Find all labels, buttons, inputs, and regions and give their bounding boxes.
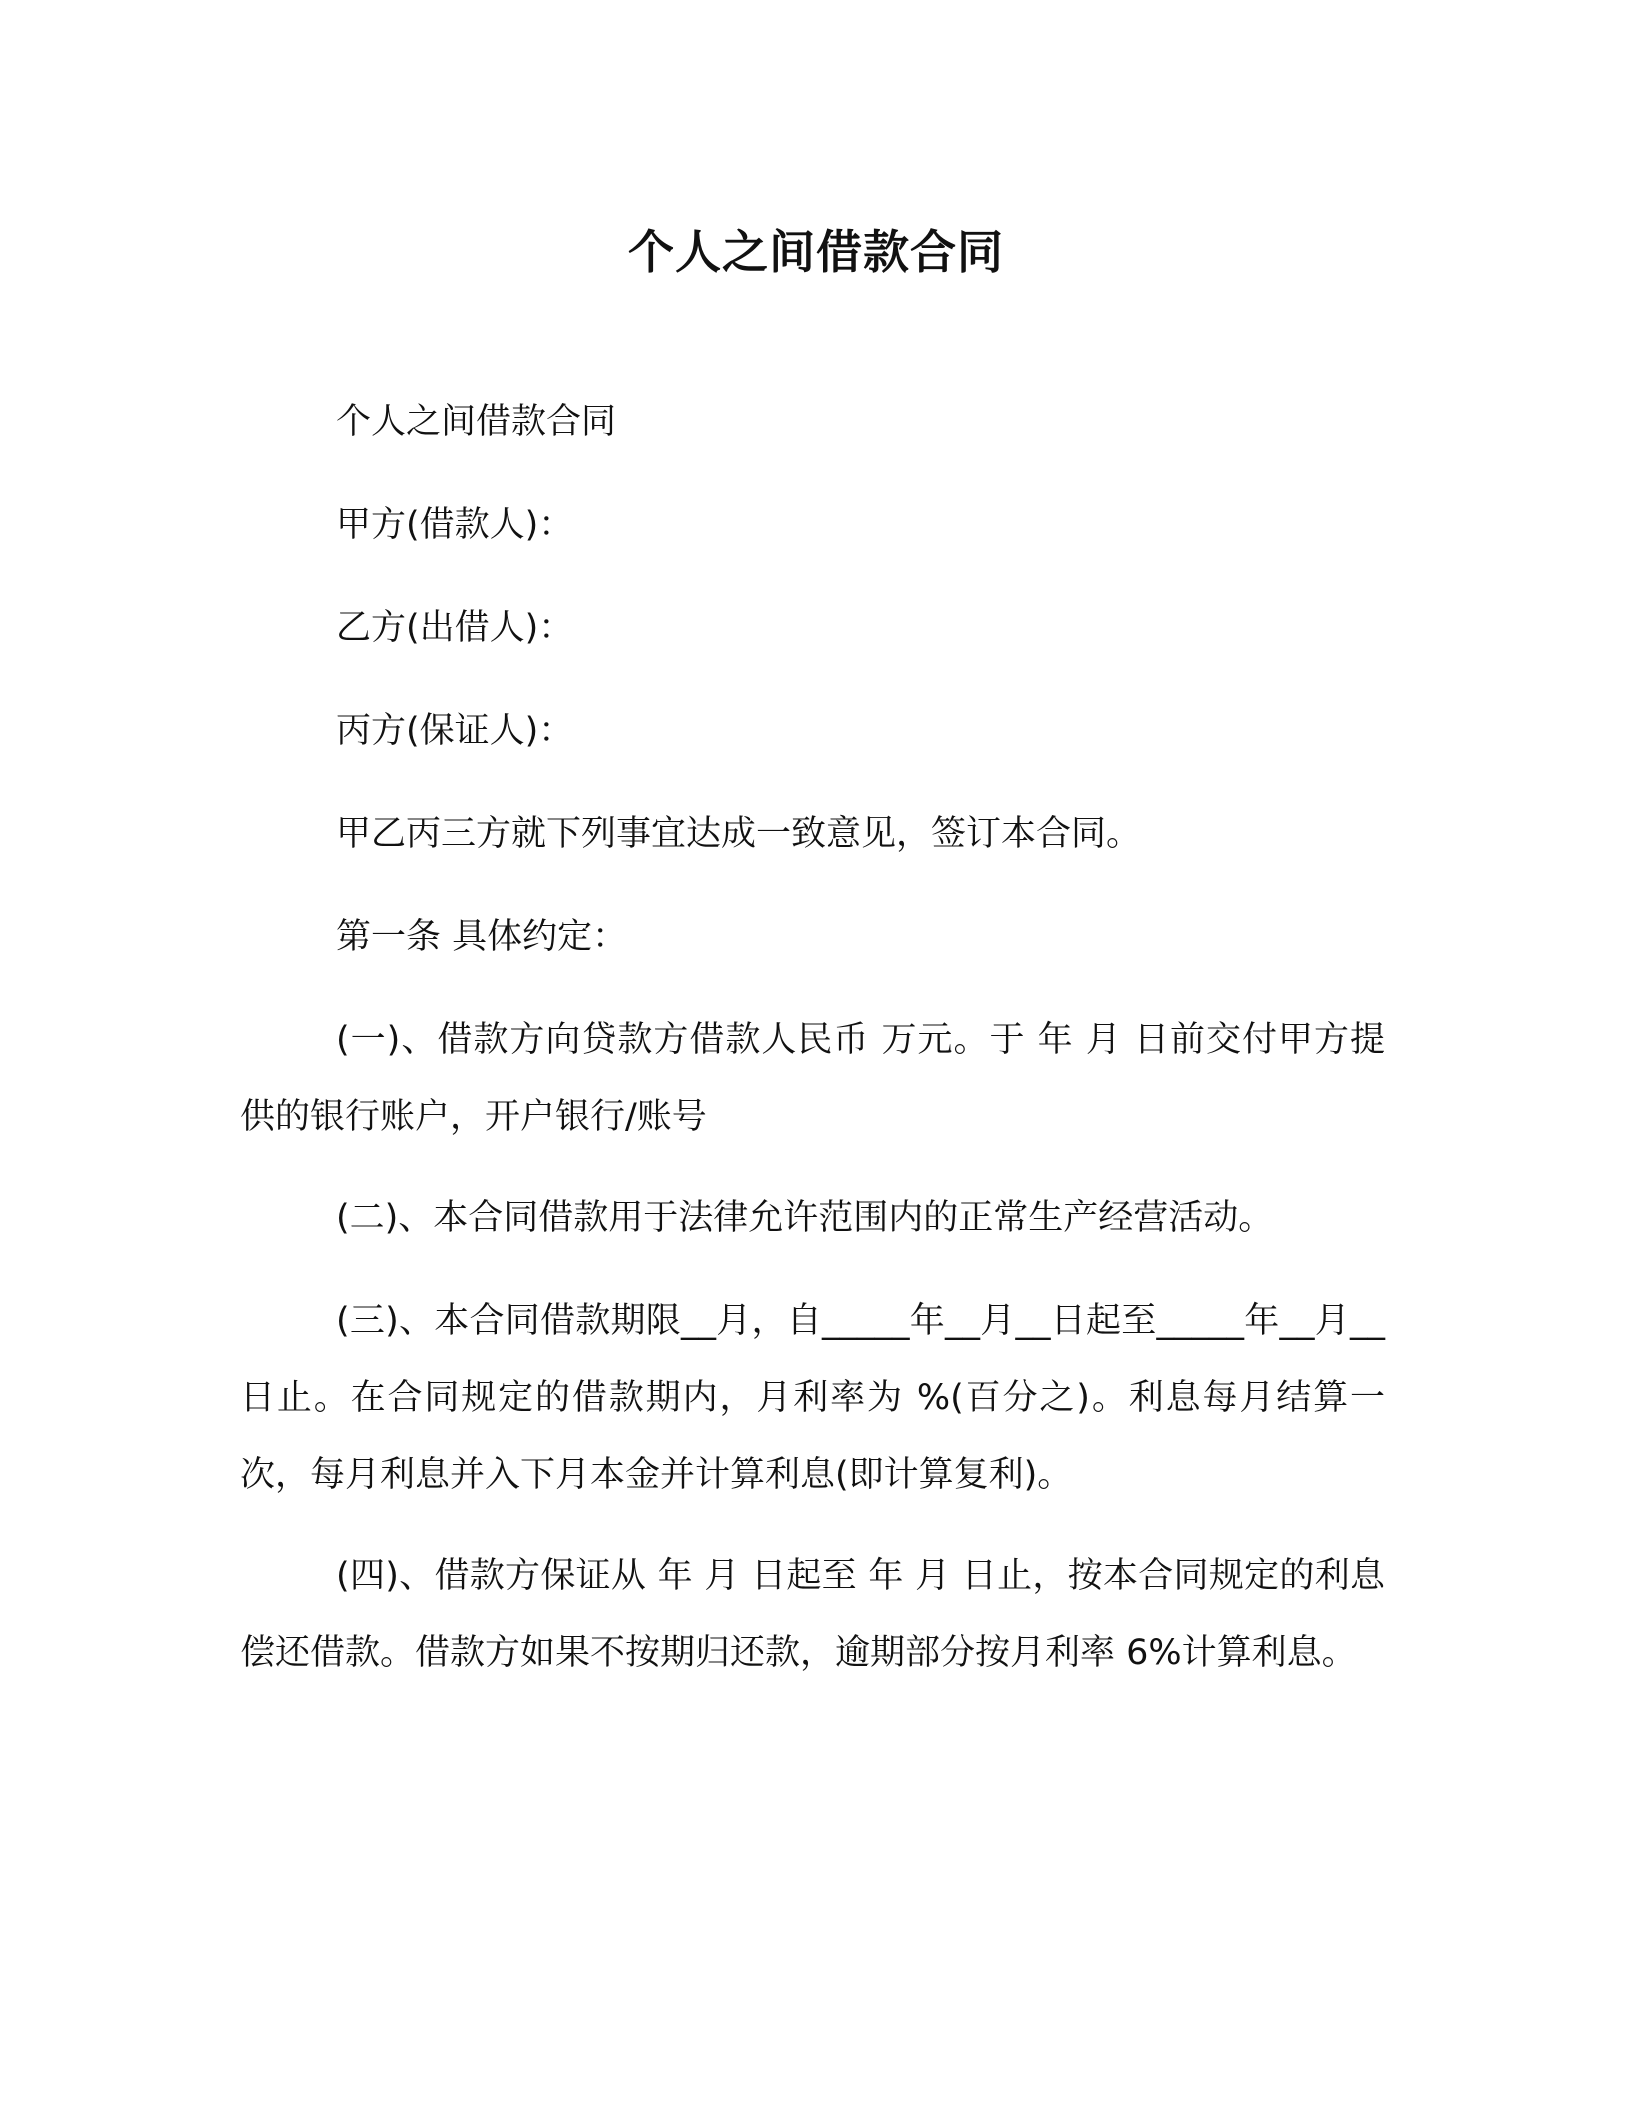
document-title: 个人之间借款合同 — [628, 225, 1004, 279]
paragraph-heading: 个人之间借款合同 — [336, 402, 617, 442]
paragraph-party-c: 丙方(保证人)： — [336, 711, 574, 751]
paragraph-party-b: 乙方(出借人)： — [336, 608, 574, 648]
paragraph-clause-1: (一)、借款方向贷款方借款人民币 万元。于 年 月 日前交付甲方提供的银行账户，开户银行/账号 — [240, 1020, 1385, 1137]
paragraph-article-one: 第一条 具体约定： — [336, 917, 628, 957]
paragraph-clause-2: (二)、本合同借款用于法律允许范围内的正常生产经营活动。 — [336, 1198, 1274, 1238]
paragraph-agreement: 甲乙丙三方就下列事宜达成一致意见，签订本合同。 — [336, 814, 1142, 854]
paragraph-clause-3: (三)、本合同借款期限__月，自_____年__月__日起至_____年__月__日止。在合同规定的借款期内，月利率为 %(百分之)。利息每月结算一次，每月利息并入下月本金并计算利息(即计算复利)。 — [240, 1301, 1385, 1495]
paragraph-clause-4: (四)、借款方保证从 年 月 日起至 年 月 日止，按本合同规定的利息偿还借款。借款方如果不按期归还款，逾期部分按月利率 6%计算利息。 — [240, 1556, 1385, 1673]
paragraph-party-a: 甲方(借款人)： — [336, 505, 574, 545]
